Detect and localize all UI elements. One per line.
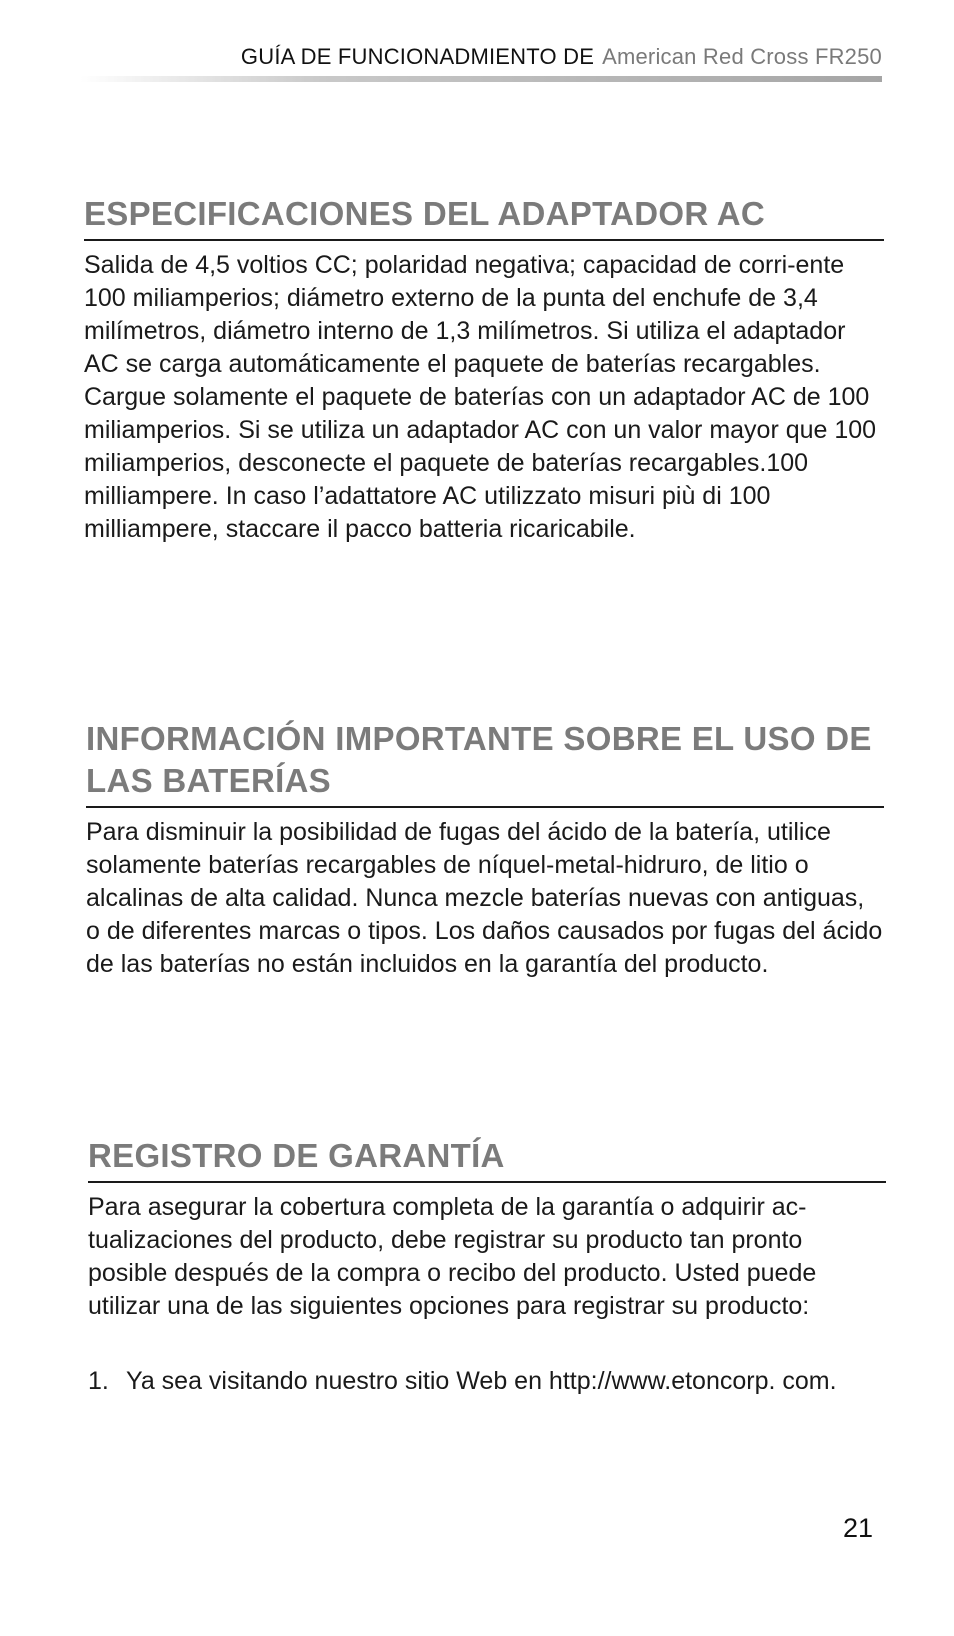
section-ac-adapter-specs [84, 193, 884, 546]
header-rule [80, 76, 882, 82]
section-body: Para asegurar la cobertura completa de la garantía o adquirir ac-tualizaciones del producto, debe registrar su producto tan pronto posible después de la compra o recibo del producto. Usted puede utilizar una de las siguientes opciones para registrar su producto: [88, 1193, 817, 1320]
section-title: ESPECIFICACIONES DEL ADAPTADOR AC [84, 195, 765, 232]
running-header [241, 44, 882, 70]
section-warranty-registration [88, 1135, 886, 1399]
section-battery-info [86, 718, 884, 981]
list-item-number: 1. [88, 1367, 109, 1395]
section-divider [86, 806, 884, 808]
section-title: REGISTRO DE GARANTÍA [88, 1137, 505, 1174]
section-divider [84, 239, 884, 241]
section-divider [88, 1181, 886, 1183]
header-guide-title: GUÍA DE FUNCIONADMIENTO DE [240, 44, 595, 69]
list-item-text: Ya sea visitando nuestro sitio Web en http://www.etoncorp. com. [126, 1367, 837, 1395]
header-product-name: American Red Cross FR250 [602, 44, 882, 69]
section-body: Salida de 4,5 voltios CC; polaridad negativa; capacidad de corri-ente 100 miliamperios; diámetro externo de la punta del enchufe de 3,4 milímetros, diámetro interno de 1,3 milímetros. Si utiliza el adaptador AC se carga automáticamente el paquete de baterías recargables. Cargue solamente el paquete de baterías con un adaptador AC de 100 miliamperios. Si se utiliza un adaptador AC con un valor mayor que 100 miliamperios, desconecte el paquete de baterías recargables.100 milliampere. In caso l’adattatore AC utilizzato misuri più di 100 milliampere, staccare il pacco batteria ricaricabile. [84, 251, 877, 543]
section-body: Para disminuir la posibilidad de fugas del ácido de la batería, utilice solamente baterías recargables de níquel-metal-hidruro, de litio o alcalinas de alta calidad. Nunca mezcle baterías nuevas con antiguas, o de diferentes marcas o tipos. Los daños causados por fugas del ácido de las baterías no están incluidos en la garantía del producto. [86, 818, 883, 978]
page-number: 21 [843, 1513, 874, 1543]
registration-options-list [88, 1363, 886, 1399]
section-title: INFORMACIÓN IMPORTANTE SOBRE EL USO DE LAS BATERÍAS [86, 720, 872, 799]
list-item [88, 1363, 886, 1399]
